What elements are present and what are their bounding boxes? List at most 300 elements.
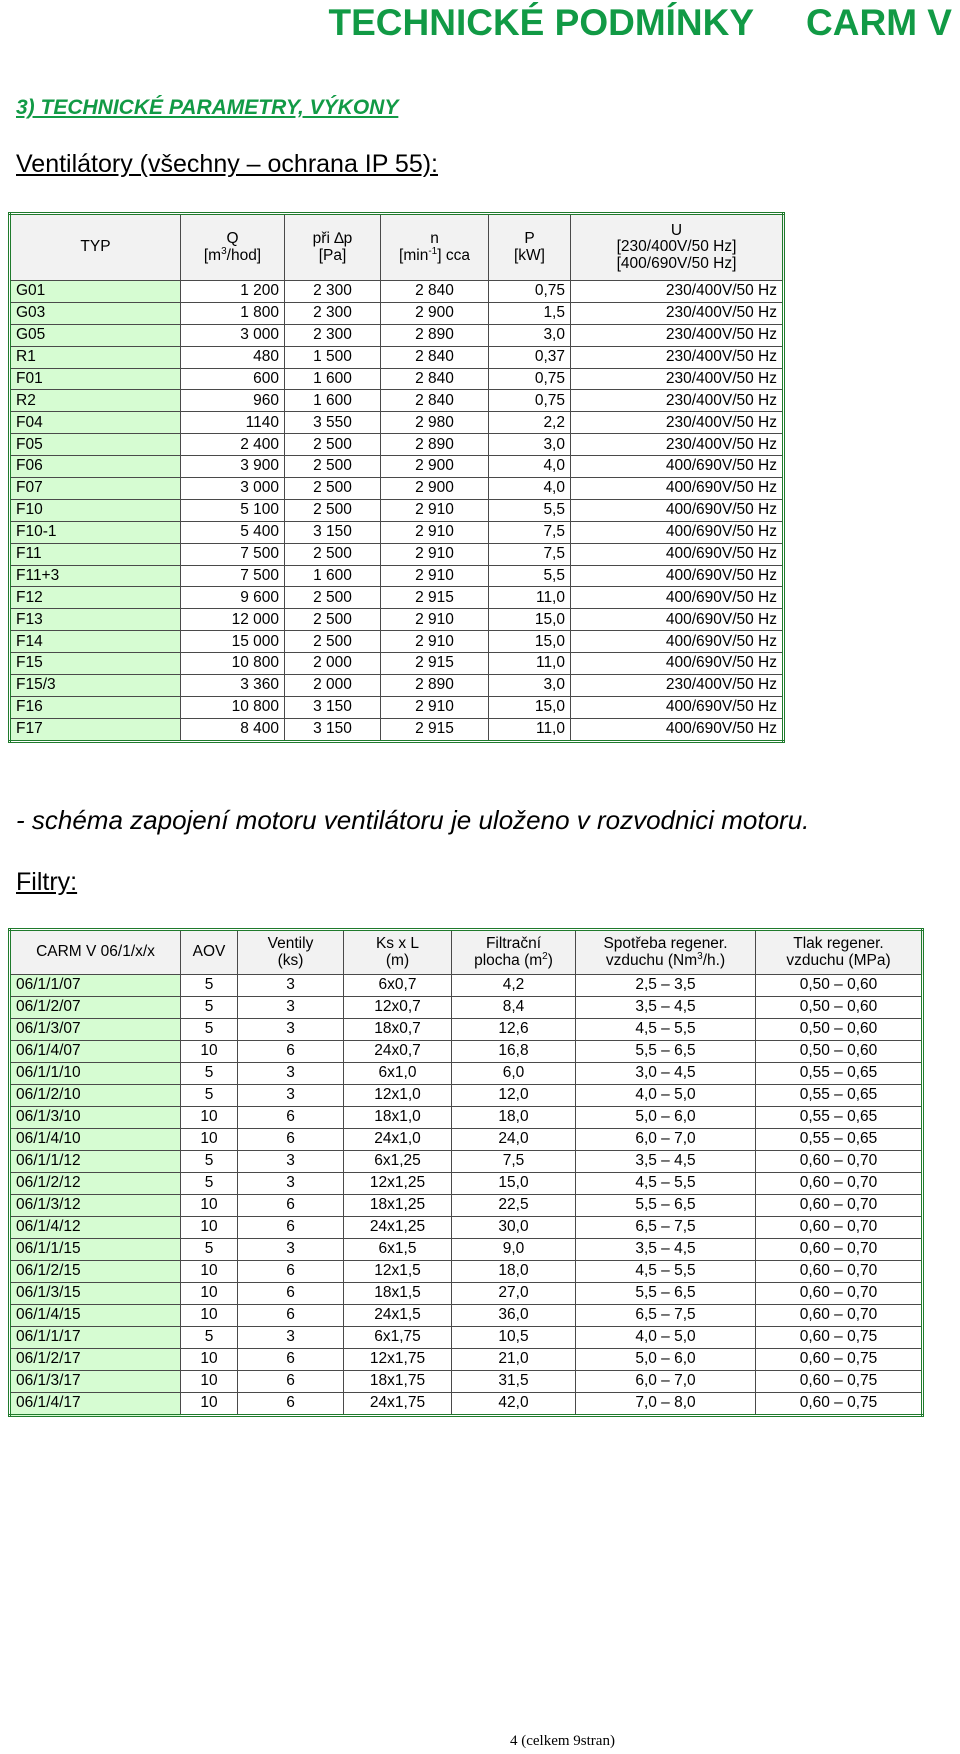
table-cell: 12 000: [181, 609, 285, 631]
table-cell: 3: [238, 975, 344, 997]
table-row: [10, 1349, 923, 1371]
table-cell: 06/1/3/10: [10, 1107, 181, 1129]
table-cell: 6: [238, 1107, 344, 1129]
table-cell: 3 150: [285, 521, 381, 543]
table-cell: 3,5 – 4,5: [576, 1151, 756, 1173]
table-cell: 2 910: [381, 499, 489, 521]
table-cell: 4,5 – 5,5: [576, 1019, 756, 1041]
table-cell: 2 000: [285, 675, 381, 697]
table-cell: 0,50 – 0,60: [756, 1041, 923, 1063]
fans-table: [8, 212, 785, 743]
table-cell: 0,37: [489, 346, 571, 368]
table-cell: 230/400V/50 Hz: [571, 390, 784, 412]
table-cell: 6: [238, 1393, 344, 1416]
table-cell: 6,0: [452, 1063, 576, 1085]
table-cell: 11,0: [489, 653, 571, 675]
table-cell: 6x1,75: [344, 1327, 452, 1349]
fans-header-row: [10, 214, 784, 281]
table-cell: 6,0 – 7,0: [576, 1371, 756, 1393]
table-cell: F14: [10, 631, 181, 653]
table-cell: 15,0: [489, 609, 571, 631]
table-row: [10, 1063, 923, 1085]
table-row: [10, 587, 784, 609]
table-cell: F12: [10, 587, 181, 609]
table-cell: 7 500: [181, 543, 285, 565]
table-cell: 7,5: [489, 543, 571, 565]
table-row: [10, 1371, 923, 1393]
table-row: [10, 346, 784, 368]
table-cell: 5 400: [181, 521, 285, 543]
table-cell: 0,50 – 0,60: [756, 975, 923, 997]
table-cell: 2 300: [285, 281, 381, 303]
fans-col-p: P [kW]: [489, 214, 571, 281]
table-cell: 2 915: [381, 587, 489, 609]
table-cell: 0,50 – 0,60: [756, 1019, 923, 1041]
table-cell: 10: [181, 1129, 238, 1151]
table-cell: F06: [10, 456, 181, 478]
table-cell: 1 600: [285, 565, 381, 587]
table-cell: 3 000: [181, 478, 285, 500]
table-cell: 6,5 – 7,5: [576, 1305, 756, 1327]
table-row: [10, 302, 784, 324]
table-cell: 5: [181, 1151, 238, 1173]
table-cell: 06/1/3/15: [10, 1283, 181, 1305]
table-cell: 06/1/4/17: [10, 1393, 181, 1416]
table-cell: 3 000: [181, 324, 285, 346]
table-cell: 3 550: [285, 412, 381, 434]
table-cell: 2 900: [381, 456, 489, 478]
table-cell: 230/400V/50 Hz: [571, 302, 784, 324]
table-cell: 6: [238, 1129, 344, 1151]
table-cell: 0,60 – 0,75: [756, 1327, 923, 1349]
table-cell: 6: [238, 1261, 344, 1283]
fans-col-dp: při ∆p [Pa]: [285, 214, 381, 281]
filters-col-aov: AOV: [181, 930, 238, 975]
table-row: [10, 1239, 923, 1261]
table-cell: 2 840: [381, 346, 489, 368]
table-cell: 06/1/1/12: [10, 1151, 181, 1173]
table-cell: 0,60 – 0,70: [756, 1151, 923, 1173]
table-cell: 2 500: [285, 587, 381, 609]
table-cell: 6: [238, 1283, 344, 1305]
table-cell: 06/1/1/07: [10, 975, 181, 997]
table-row: [10, 324, 784, 346]
table-row: [10, 696, 784, 718]
table-cell: 0,75: [489, 368, 571, 390]
table-cell: F11+3: [10, 565, 181, 587]
table-cell: 3,0: [489, 324, 571, 346]
table-row: [10, 653, 784, 675]
table-cell: 6,5 – 7,5: [576, 1217, 756, 1239]
table-cell: 06/1/2/07: [10, 997, 181, 1019]
table-cell: F15/3: [10, 675, 181, 697]
table-row: [10, 1107, 923, 1129]
filters-col-carm: CARM V 06/1/x/x: [10, 930, 181, 975]
table-cell: 10: [181, 1305, 238, 1327]
wiring-note: - schéma zapojení motoru ventilátoru je uloženo v rozvodnici motoru.: [16, 805, 810, 835]
table-cell: 24x0,7: [344, 1041, 452, 1063]
table-row: [10, 1305, 923, 1327]
table-cell: 400/690V/50 Hz: [571, 543, 784, 565]
table-cell: 400/690V/50 Hz: [571, 565, 784, 587]
table-row: [10, 1261, 923, 1283]
table-cell: 2 500: [285, 478, 381, 500]
table-cell: 10: [181, 1371, 238, 1393]
table-cell: F16: [10, 696, 181, 718]
table-cell: 10: [181, 1041, 238, 1063]
table-cell: 06/1/3/17: [10, 1371, 181, 1393]
table-cell: 06/1/2/17: [10, 1349, 181, 1371]
table-cell: F13: [10, 609, 181, 631]
table-row: [10, 1217, 923, 1239]
table-row: [10, 1151, 923, 1173]
table-cell: 2 890: [381, 324, 489, 346]
table-cell: 18x1,5: [344, 1283, 452, 1305]
table-cell: 24x1,75: [344, 1393, 452, 1416]
table-cell: R1: [10, 346, 181, 368]
filters-title: Filtry:: [16, 868, 78, 896]
table-row: [10, 368, 784, 390]
table-cell: 2 000: [285, 653, 381, 675]
table-cell: 2,2: [489, 412, 571, 434]
table-row: [10, 281, 784, 303]
table-cell: 5,5: [489, 565, 571, 587]
table-cell: 4,0 – 5,0: [576, 1085, 756, 1107]
table-cell: 10: [181, 1261, 238, 1283]
table-cell: 16,8: [452, 1041, 576, 1063]
table-cell: 5: [181, 1327, 238, 1349]
table-cell: 06/1/3/12: [10, 1195, 181, 1217]
table-cell: 18,0: [452, 1261, 576, 1283]
table-cell: 2 300: [285, 302, 381, 324]
table-cell: 5: [181, 975, 238, 997]
table-cell: 230/400V/50 Hz: [571, 346, 784, 368]
table-cell: 0,55 – 0,65: [756, 1063, 923, 1085]
table-cell: 3: [238, 1327, 344, 1349]
table-cell: 2 500: [285, 434, 381, 456]
header-title: TECHNICKÉ PODMÍNKY: [328, 2, 755, 43]
table-cell: 3: [238, 1019, 344, 1041]
table-cell: 2 840: [381, 368, 489, 390]
table-cell: 6x1,0: [344, 1063, 452, 1085]
table-cell: 2 840: [381, 390, 489, 412]
page-header: [329, 2, 952, 44]
table-cell: 10: [181, 1349, 238, 1371]
table-cell: 06/1/2/12: [10, 1173, 181, 1195]
table-row: [10, 997, 923, 1019]
table-cell: 0,55 – 0,65: [756, 1085, 923, 1107]
table-row: [10, 543, 784, 565]
table-cell: 3,5 – 4,5: [576, 1239, 756, 1261]
table-cell: 15,0: [452, 1173, 576, 1195]
table-cell: 12x1,75: [344, 1349, 452, 1371]
table-cell: 2 910: [381, 543, 489, 565]
table-cell: G01: [10, 281, 181, 303]
table-cell: 0,60 – 0,70: [756, 1305, 923, 1327]
table-row: [10, 975, 923, 997]
table-row: [10, 675, 784, 697]
table-cell: 0,60 – 0,75: [756, 1349, 923, 1371]
table-cell: 2 900: [381, 478, 489, 500]
table-cell: 400/690V/50 Hz: [571, 609, 784, 631]
table-cell: 18,0: [452, 1107, 576, 1129]
table-cell: 400/690V/50 Hz: [571, 718, 784, 741]
table-cell: 400/690V/50 Hz: [571, 696, 784, 718]
filters-table-body: [10, 975, 923, 1416]
table-cell: 12x1,5: [344, 1261, 452, 1283]
table-cell: 12,6: [452, 1019, 576, 1041]
table-cell: 400/690V/50 Hz: [571, 631, 784, 653]
table-cell: 3 360: [181, 675, 285, 697]
table-cell: 230/400V/50 Hz: [571, 324, 784, 346]
table-cell: 24x1,0: [344, 1129, 452, 1151]
table-cell: 2 300: [285, 324, 381, 346]
table-cell: 6x0,7: [344, 975, 452, 997]
table-cell: 2 500: [285, 456, 381, 478]
table-cell: 10 800: [181, 653, 285, 675]
table-cell: 18x1,75: [344, 1371, 452, 1393]
table-row: [10, 1327, 923, 1349]
table-cell: F05: [10, 434, 181, 456]
table-cell: 6x1,25: [344, 1151, 452, 1173]
table-cell: 3 900: [181, 456, 285, 478]
table-cell: 0,60 – 0,70: [756, 1261, 923, 1283]
table-cell: 5: [181, 997, 238, 1019]
table-cell: 480: [181, 346, 285, 368]
table-cell: 42,0: [452, 1393, 576, 1416]
table-cell: 3,0: [489, 434, 571, 456]
table-cell: 21,0: [452, 1349, 576, 1371]
table-cell: 15,0: [489, 696, 571, 718]
table-cell: 4,0 – 5,0: [576, 1327, 756, 1349]
table-cell: 0,60 – 0,70: [756, 1173, 923, 1195]
table-cell: 2,5 – 3,5: [576, 975, 756, 997]
table-cell: 6,0 – 7,0: [576, 1129, 756, 1151]
table-cell: 6: [238, 1371, 344, 1393]
table-cell: R2: [10, 390, 181, 412]
table-cell: 4,0: [489, 478, 571, 500]
table-cell: 2 900: [381, 302, 489, 324]
filters-col-ksxl: Ks x L (m): [344, 930, 452, 975]
table-cell: 2 910: [381, 565, 489, 587]
table-cell: 2 910: [381, 609, 489, 631]
table-cell: 12x0,7: [344, 997, 452, 1019]
table-row: [10, 1129, 923, 1151]
table-row: [10, 1019, 923, 1041]
table-cell: 5,5: [489, 499, 571, 521]
table-row: [10, 609, 784, 631]
table-row: [10, 456, 784, 478]
table-cell: 9 600: [181, 587, 285, 609]
table-cell: 11,0: [489, 718, 571, 741]
table-cell: 06/1/4/12: [10, 1217, 181, 1239]
table-cell: F10: [10, 499, 181, 521]
table-cell: 2 910: [381, 631, 489, 653]
table-cell: 3 150: [285, 718, 381, 741]
table-cell: 0,60 – 0,70: [756, 1217, 923, 1239]
table-cell: 2 500: [285, 631, 381, 653]
table-cell: 2 915: [381, 718, 489, 741]
table-cell: 0,55 – 0,65: [756, 1107, 923, 1129]
table-cell: 400/690V/50 Hz: [571, 587, 784, 609]
table-cell: 3: [238, 1173, 344, 1195]
table-cell: 2 840: [381, 281, 489, 303]
table-cell: 6: [238, 1305, 344, 1327]
table-cell: 10: [181, 1195, 238, 1217]
table-cell: F01: [10, 368, 181, 390]
table-cell: 5,5 – 6,5: [576, 1283, 756, 1305]
table-cell: 5: [181, 1019, 238, 1041]
table-cell: 7 500: [181, 565, 285, 587]
table-cell: 960: [181, 390, 285, 412]
table-cell: 1140: [181, 412, 285, 434]
table-cell: 230/400V/50 Hz: [571, 412, 784, 434]
fans-table-body: [10, 281, 784, 742]
table-cell: 3: [238, 1151, 344, 1173]
table-cell: 27,0: [452, 1283, 576, 1305]
table-cell: 06/1/4/15: [10, 1305, 181, 1327]
table-cell: 11,0: [489, 587, 571, 609]
table-cell: 0,60 – 0,70: [756, 1239, 923, 1261]
table-cell: 2 500: [285, 499, 381, 521]
filters-col-tlak: Tlak regener. vzduchu (MPa): [756, 930, 923, 975]
table-cell: 9,0: [452, 1239, 576, 1261]
table-cell: 0,60 – 0,75: [756, 1371, 923, 1393]
table-cell: G03: [10, 302, 181, 324]
table-row: [10, 631, 784, 653]
table-cell: 3: [238, 1239, 344, 1261]
table-row: [10, 1085, 923, 1107]
table-cell: 12x1,0: [344, 1085, 452, 1107]
table-cell: 1 500: [285, 346, 381, 368]
table-cell: 3,0: [489, 675, 571, 697]
table-row: [10, 499, 784, 521]
table-cell: 5,0 – 6,0: [576, 1107, 756, 1129]
fans-title: Ventilátory (všechny – ochrana IP 55):: [16, 150, 438, 178]
table-cell: 2 500: [285, 609, 381, 631]
table-cell: 18x1,25: [344, 1195, 452, 1217]
table-cell: 1,5: [489, 302, 571, 324]
table-cell: 5: [181, 1173, 238, 1195]
filters-header-row: [10, 930, 923, 975]
table-cell: 400/690V/50 Hz: [571, 478, 784, 500]
table-cell: F07: [10, 478, 181, 500]
table-cell: 230/400V/50 Hz: [571, 434, 784, 456]
table-cell: 15,0: [489, 631, 571, 653]
filters-col-plocha: Filtrační plocha $(m^2)$: [452, 930, 576, 975]
table-cell: 10: [181, 1107, 238, 1129]
table-cell: 0,75: [489, 281, 571, 303]
table-cell: 10: [181, 1217, 238, 1239]
table-cell: 400/690V/50 Hz: [571, 499, 784, 521]
filters-col-ventily: Ventily (ks): [238, 930, 344, 975]
table-cell: 1 600: [285, 368, 381, 390]
table-row: [10, 412, 784, 434]
table-cell: 10 800: [181, 696, 285, 718]
table-row: [10, 434, 784, 456]
table-cell: 4,0: [489, 456, 571, 478]
table-cell: 6: [238, 1217, 344, 1239]
table-row: [10, 1283, 923, 1305]
table-cell: 18x0,7: [344, 1019, 452, 1041]
table-cell: G05: [10, 324, 181, 346]
table-row: [10, 521, 784, 543]
fans-col-typ: TYP: [10, 214, 181, 281]
fans-col-u: U [230/400V/50 Hz] [400/690V/50 Hz]: [571, 214, 784, 281]
table-cell: 06/1/1/17: [10, 1327, 181, 1349]
table-cell: 5: [181, 1239, 238, 1261]
table-cell: 0,60 – 0,70: [756, 1195, 923, 1217]
table-cell: 06/1/4/10: [10, 1129, 181, 1151]
table-cell: 06/1/2/10: [10, 1085, 181, 1107]
table-cell: 10: [181, 1393, 238, 1416]
table-cell: 3: [238, 1085, 344, 1107]
table-cell: 2 500: [285, 543, 381, 565]
table-cell: 0,60 – 0,70: [756, 1283, 923, 1305]
table-cell: 5: [181, 1085, 238, 1107]
table-cell: 8 400: [181, 718, 285, 741]
table-cell: 1 800: [181, 302, 285, 324]
table-cell: 0,75: [489, 390, 571, 412]
table-cell: 3 150: [285, 696, 381, 718]
table-cell: 06/1/3/07: [10, 1019, 181, 1041]
table-cell: 400/690V/50 Hz: [571, 456, 784, 478]
table-cell: 24,0: [452, 1129, 576, 1151]
header-model: CARM V: [806, 2, 952, 43]
filters-col-spotreba: Spotřeba regener. vzduchu (Nm$^3$/h.): [576, 930, 756, 975]
table-row: [10, 565, 784, 587]
table-cell: 10: [181, 1283, 238, 1305]
table-cell: 3: [238, 1063, 344, 1085]
table-cell: F15: [10, 653, 181, 675]
table-cell: 24x1,25: [344, 1217, 452, 1239]
filters-table: [8, 928, 924, 1417]
table-cell: 4,5 – 5,5: [576, 1173, 756, 1195]
table-cell: 06/1/4/07: [10, 1041, 181, 1063]
table-cell: F17: [10, 718, 181, 741]
table-cell: 10,5: [452, 1327, 576, 1349]
table-cell: 4,5 – 5,5: [576, 1261, 756, 1283]
page-footer: 4 (celkem 9stran): [510, 1733, 615, 1749]
table-cell: 3: [238, 997, 344, 1019]
table-cell: 0,55 – 0,65: [756, 1129, 923, 1151]
table-cell: 230/400V/50 Hz: [571, 675, 784, 697]
table-cell: 3,5 – 4,5: [576, 997, 756, 1019]
table-cell: 400/690V/50 Hz: [571, 521, 784, 543]
table-row: [10, 718, 784, 741]
table-cell: 7,5: [489, 521, 571, 543]
table-cell: 5 100: [181, 499, 285, 521]
table-cell: F10-1: [10, 521, 181, 543]
table-cell: 7,5: [452, 1151, 576, 1173]
table-cell: 6x1,5: [344, 1239, 452, 1261]
table-cell: 0,50 – 0,60: [756, 997, 923, 1019]
table-cell: 5,5 – 6,5: [576, 1195, 756, 1217]
table-cell: 06/1/1/10: [10, 1063, 181, 1085]
table-cell: 5: [181, 1063, 238, 1085]
table-cell: 1 600: [285, 390, 381, 412]
table-cell: 06/1/2/15: [10, 1261, 181, 1283]
table-cell: F11: [10, 543, 181, 565]
table-row: [10, 478, 784, 500]
table-cell: 31,5: [452, 1371, 576, 1393]
table-cell: 2 910: [381, 696, 489, 718]
table-cell: 7,0 – 8,0: [576, 1393, 756, 1416]
table-cell: 600: [181, 368, 285, 390]
table-cell: 5,0 – 6,0: [576, 1349, 756, 1371]
table-cell: 0,60 – 0,75: [756, 1393, 923, 1416]
section-title: 3) TECHNICKÉ PARAMETRY, VÝKONY: [16, 96, 399, 119]
